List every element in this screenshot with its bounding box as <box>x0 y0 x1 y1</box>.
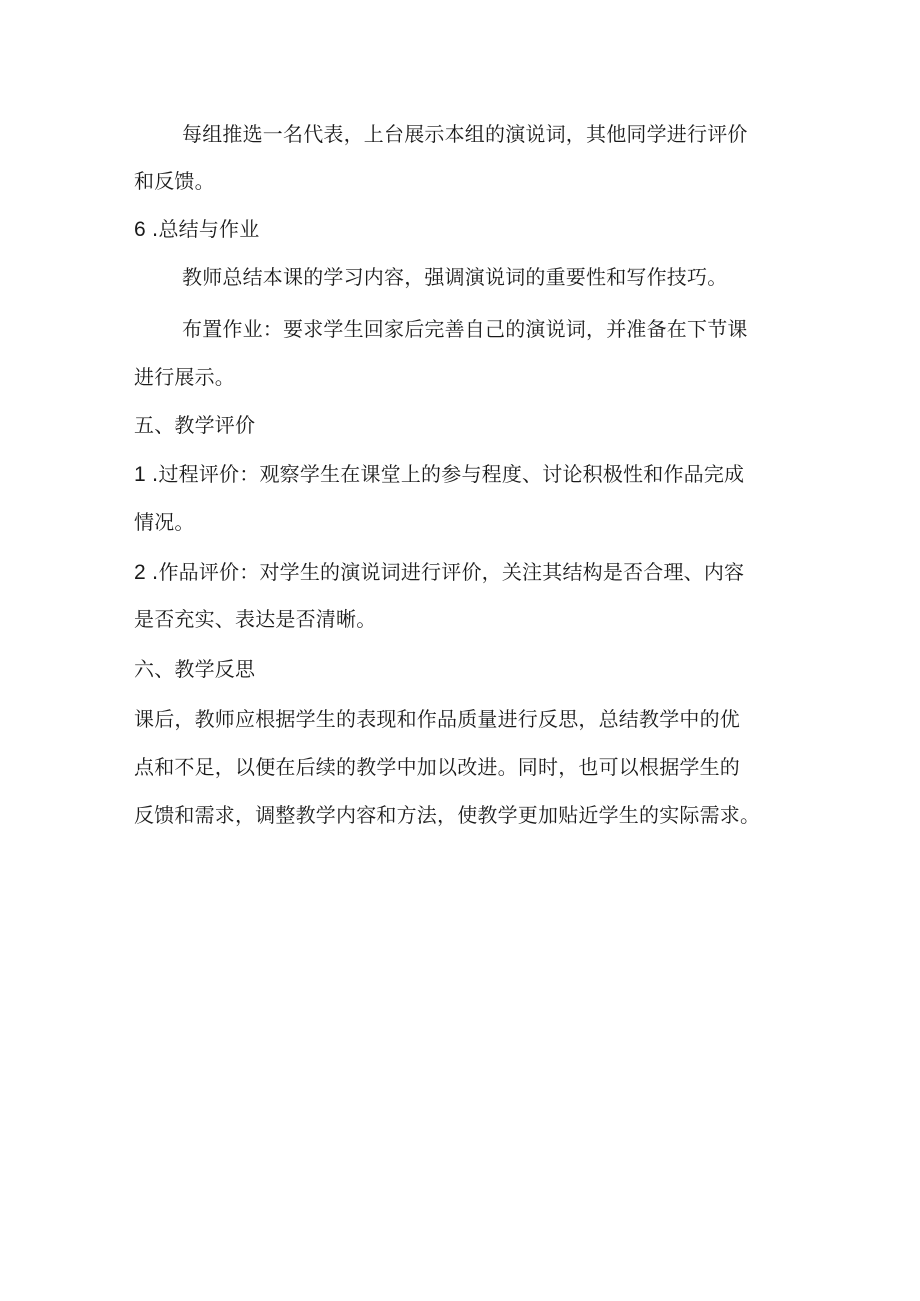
list-item <box>134 557 744 588</box>
paragraph-line: 情况。 <box>134 510 195 534</box>
list-item-number: 1 <box>134 463 146 486</box>
list-item-number: 2 <box>134 561 146 584</box>
list-item-text: .过程评价：观察学生在课堂上的参与程度、讨论积极性和作品完成 <box>151 462 745 486</box>
list-item-text: .作品评价：对学生的演说词进行评价，关注其结构是否合理、内容 <box>151 560 745 584</box>
step-number: 6 <box>134 218 146 241</box>
step-title: .总结与作业 <box>151 217 260 241</box>
paragraph-line: 反馈和需求，调整教学内容和方法，使教学更加贴近学生的实际需求。 <box>134 803 761 827</box>
section-heading: 六、教学反思 <box>134 657 256 681</box>
paragraph-line: 布置作业：要求学生回家后完善自己的演说词，并准备在下节课 <box>182 317 748 341</box>
paragraph-line: 是否充实、表达是否清晰。 <box>134 607 377 631</box>
section-heading: 五、教学评价 <box>134 413 256 437</box>
paragraph-line: 课后，教师应根据学生的表现和作品质量进行反思，总结教学中的优 <box>134 707 740 731</box>
paragraph-line: 点和不足，以便在后续的教学中加以改进。同时，也可以根据学生的 <box>134 755 740 779</box>
paragraph-line: 教师总结本课的学习内容，强调演说词的重要性和写作技巧。 <box>182 265 728 289</box>
step-heading <box>134 214 259 245</box>
paragraph-line: 和反馈。 <box>134 169 215 193</box>
list-item <box>134 459 744 490</box>
paragraph-line: 进行展示。 <box>134 365 235 389</box>
paragraph-line: 每组推选一名代表，上台展示本组的演说词，其他同学进行评价 <box>182 122 748 146</box>
